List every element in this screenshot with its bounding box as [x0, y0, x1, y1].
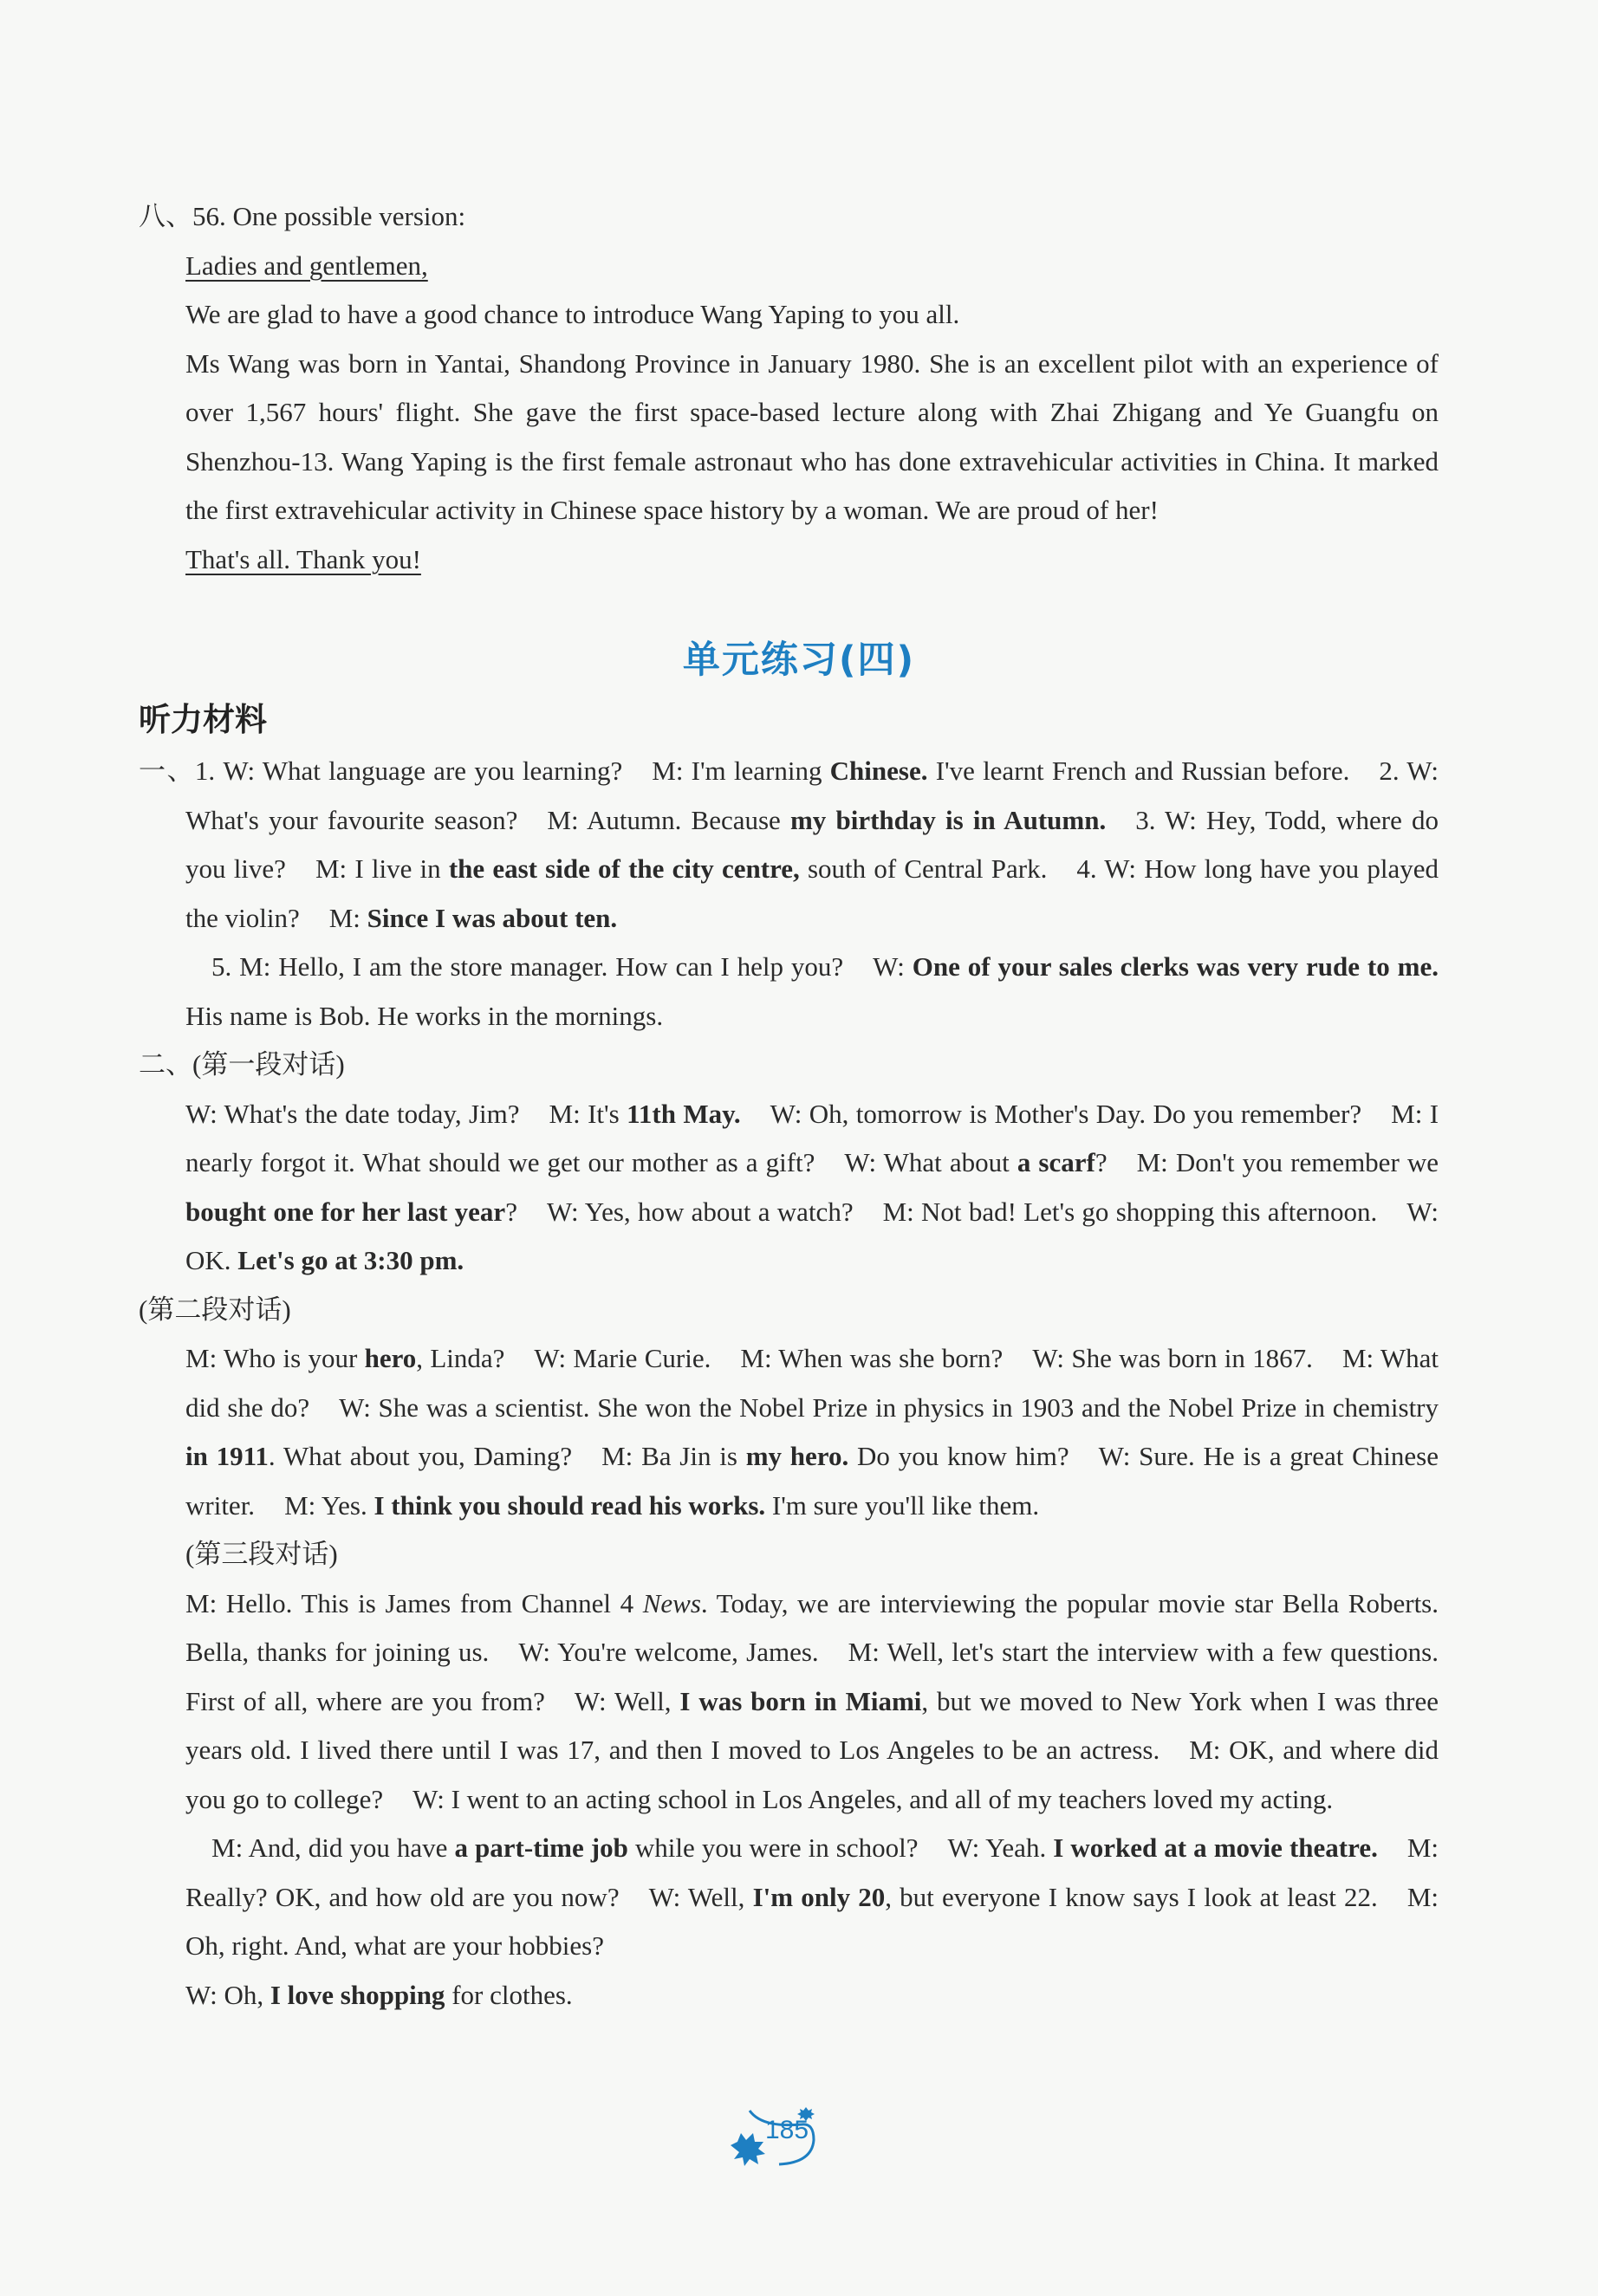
- part1-q5: 5. M: Hello, I am the store manager. How can I help you? W: One of your sales clerks was very rude to me. His name is Bob. He works in the mornings.: [185, 951, 1439, 1031]
- part1-paragraph: 一、1. W: What language are you learning? M: I'm learning Chinese. I've learnt French and Russian before. 2. W: What's your favourite season? M: Autumn. Because my birthday is in Autumn. 3. W: Hey, Todd, where do you live? M: I live in the east side of the city centre, south of Central Park. 4. W: How long have you played the violin? M: Since I was about ten.: [139, 756, 1439, 933]
- unit-title: 单元练习(四): [682, 639, 916, 682]
- essay-greeting: Ladies and gentlemen,: [185, 250, 428, 281]
- dialogue-2-label: (第二段对话): [139, 1294, 291, 1325]
- dialogue-3: M: Hello. This is James from Channel 4 News. Today, we are interviewing the popular movie star Bella Roberts. Bella, thanks for joining us. W: You're welcome, James. M: Well, let's start the interview with a few questions. First of all, where are you from? W: Well, I was born in Miami, but we moved to New York when I was three years old. I lived there until I was 17, and then I moved to Los Angeles to be an actress. M: OK, and where did you go to college? W: I went to an acting school in Los Angeles, and all of my teachers loved my acting.: [185, 1587, 1439, 1814]
- page-number-text: 185: [765, 2116, 809, 2144]
- dialogue-3-end: W: Oh, I love shopping for clothes.: [185, 1979, 573, 2010]
- essay-paragraph-1: We are glad to have a good chance to introduce Wang Yaping to you all.: [185, 299, 960, 329]
- listening-transcript: [139, 747, 1439, 2020]
- page-number: [724, 2104, 836, 2173]
- dialogue-2: M: Who is your hero, Linda? W: Marie Curie. M: When was she born? W: She was born in 1867. M: What did she do? W: She was a scientist. She won the Nobel Prize in physics in 1903 and the Nobel Prize in chemistry in 1911. What about you, Daming? M: Ba Jin is my hero. Do you know him? W: Sure. He is a great Chinese writer. M: Yes. I think you should read his works. I'm sure you'll like them.: [185, 1343, 1439, 1521]
- essay-paragraph-2: Ms Wang was born in Yantai, Shandong Province in January 1980. She is an excellent pilot with an experience of over 1,567 hours' flight. She gave the first space-based lecture along with Zhai Zhigang and Ye Guangfu on Shenzhou-13. Wang Yaping is the first female astronaut who has done extravehicular activities in China. It marked the first extravehicular activity in Chinese space history by a woman. We are proud of her!: [185, 347, 1439, 525]
- dialogue-1: W: What's the date today, Jim? M: It's 11th May. W: Oh, tomorrow is Mother's Day. Do you remember? M: I nearly forgot it. What should we get our mother as a gift? W: What about a scarf? M: Don't you remember we bought one for her last year? W: Yes, how about a watch? M: Not bad! Let's go shopping this afternoon. W: OK. Let's go at 3:30 pm.: [185, 1098, 1439, 1275]
- dialogue-3-continued: M: And, did you have a part-time job while you were in school? W: Yeah. I worked at a movie theatre. M: Really? OK, and how old are you now? W: Well, I'm only 20, but everyone I know says I look at least 22. M: Oh, right. And, what are your hobbies?: [185, 1832, 1439, 1961]
- dialogue-3-label: (第三段对话): [185, 1539, 338, 1569]
- part2-label: 二、(第一段对话): [139, 1049, 345, 1080]
- essay-closing: That's all. Thank you!: [185, 543, 421, 574]
- essay-block: [139, 192, 1439, 584]
- essay-heading: 八、56. One possible version:: [139, 201, 466, 231]
- section-title: 听力材料: [139, 701, 267, 738]
